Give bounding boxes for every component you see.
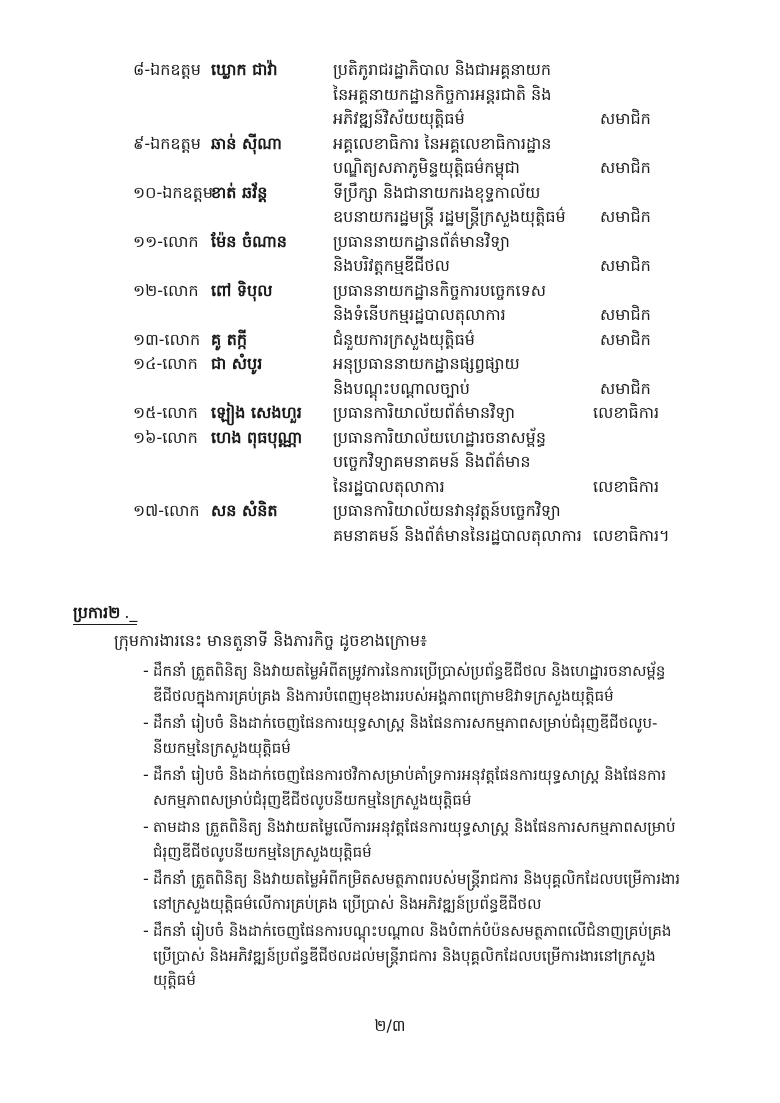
member-status: សមាជិក (600, 378, 651, 398)
member-status: សមាជិក (600, 256, 651, 275)
member-line (0, 328, 780, 353)
member-number: ១៥-លោក (133, 403, 198, 422)
member-status: សមាជិក (600, 329, 651, 349)
section-heading-text: ប្រការ២ (73, 603, 121, 622)
duty-text: ឌីជីថលក្នុងការគ្រប់គ្រង និងការបំពេញមុខងាររបស់អង្គភាពក្រោមឱវាទក្រសួងយុត្តិធម៌ (153, 686, 614, 705)
member-line (0, 352, 780, 377)
duty-line (0, 944, 780, 969)
bullet-dash: - (143, 661, 149, 680)
member-name: ឆាន់ ស៊ីណា (211, 133, 282, 153)
page-number: ២/៣ (374, 1016, 406, 1035)
member-entry (0, 426, 780, 500)
member-line (0, 426, 780, 451)
member-status: សមាជិក (600, 305, 651, 324)
member-entry (0, 499, 780, 548)
member-line (0, 107, 780, 132)
duty-text: យុត្តិធម៌ (153, 971, 196, 989)
duty-text: តាមដាន ត្រួតពិនិត្យ និងវាយតម្លៃលើការអនុវត្តផែនការយុទ្ធសាស្ត្រ និងផែនការសកម្មភាពសម្រាប់ (153, 818, 676, 836)
member-number: ១១-លោក (133, 231, 199, 251)
member-line (0, 205, 780, 230)
member-line (0, 401, 780, 426)
section-heading-suffix: ._ (124, 603, 138, 622)
member-number: ១០-ឯកឧត្តម (133, 182, 213, 202)
member-number: ៨-ឯកឧត្តម (133, 60, 201, 79)
duty-line (0, 763, 780, 788)
duty-line (0, 659, 780, 684)
section-heading (73, 601, 137, 625)
member-entry (0, 279, 780, 328)
member-role: ប្រធានការិយាល័យព័ត៌មានវិទ្យា (333, 403, 515, 422)
member-name: គូ តក្កី (211, 329, 248, 349)
duty-line (0, 736, 780, 761)
member-entry (0, 181, 780, 230)
member-role: ជំនួយការក្រសួងយុត្តិធម៌ (333, 329, 475, 349)
duty-text: នៅក្រសួងយុត្តិធម៌លើការគ្រប់គ្រង ប្រើប្រាស់ និងអភិវឌ្ឍន៍ប្រព័ន្ធឌីជីថល (153, 894, 542, 913)
member-line (0, 83, 780, 108)
bullet-dash: - (143, 713, 149, 732)
duty-text: ដឹកនាំ ត្រួតពិនិត្យ និងវាយតម្លៃអំពីកម្រិតសមត្ថភាពរបស់មន្ត្រីរាជការ និងបុគ្គលិកដែលបម្រើការងារ (153, 870, 680, 888)
duty-item (0, 919, 780, 993)
member-status: លេខាធិការ (593, 476, 660, 496)
duty-item (0, 867, 780, 916)
member-line (0, 254, 780, 279)
member-entry (0, 132, 780, 181)
member-role: និងបណ្តុះបណ្តាលច្បាប់ (333, 378, 470, 398)
member-name: ហេង ពុធបុណ្ណា (211, 427, 303, 447)
member-line (0, 58, 780, 83)
member-status: លេខាធិការ (593, 403, 660, 422)
duty-list (0, 659, 780, 996)
duty-text: ជំរុញឌីជីថលូបនីយកម្មនៃក្រសួងយុត្តិធម៌ (153, 842, 372, 861)
member-line (0, 132, 780, 157)
duty-text: ដឹកនាំ រៀបចំ និងដាក់ចេញផែនការបណ្តុះបណ្តាល និងបំពាក់បំប៉នសមត្ថភាពលើជំនាញគ្រប់គ្រង (153, 922, 672, 940)
duty-line (0, 788, 780, 813)
member-line (0, 475, 780, 500)
member-status: សមាជិក (600, 207, 651, 226)
duty-text: សកម្មភាពសម្រាប់ជំរុញឌីជីថលូបនីយកម្មនៃក្រសួងយុត្តិធម៌ (153, 790, 472, 809)
member-role: ប្រធាននាយកដ្ឋានព័ត៌មានវិទ្យា (333, 231, 510, 251)
member-line (0, 450, 780, 475)
member-list (0, 58, 780, 548)
member-line (0, 524, 780, 549)
member-role: អនុប្រធាននាយកដ្ឋានផ្សព្វផ្សាយ (333, 354, 520, 373)
member-role: ទីប្រឹក្សា និងជានាយករងខុទ្ទកាល័យ (333, 182, 541, 202)
duty-text: ដឹកនាំ រៀបចំ និងដាក់ចេញផែនការយុទ្ធសាស្ត្រ និងផែនការសកម្មភាពសម្រាប់ជំរុញឌីជីថលូប- (153, 714, 658, 732)
member-role: គមនាគមន៍ និងព័ត៌មាននៃរដ្ឋបាលតុលាការ (333, 525, 582, 545)
duty-text: ប្រើប្រាស់ និងអភិវឌ្ឍន៍ប្រព័ន្ធឌីជីថលដល់មន្ត្រីរាជការ និងបុគ្គលិកដែលបម្រើការងារនៅក្រសួង (153, 946, 656, 965)
member-line (0, 156, 780, 181)
member-role: ឧបនាយករដ្ឋមន្ត្រី រដ្ឋមន្ត្រីក្រសួងយុត្តិធម៌ (333, 207, 566, 226)
member-status: សមាជិក (600, 109, 651, 128)
member-number: ១២-លោក (133, 280, 199, 300)
duty-line (0, 867, 780, 892)
member-number: ៩-ឯកឧត្តម (133, 133, 201, 153)
duty-text: ដឹកនាំ ត្រួតពិនិត្យ និងវាយតម្លៃអំពីតម្រូវការនៃការប្រើប្រាស់ប្រព័ន្ធឌីជីថល និងហេដ្ឋារចនាសម្ព័ន្ធ (153, 662, 666, 680)
member-line (0, 181, 780, 206)
member-role: បច្ចេកវិទ្យាគមនាគមន៍ និងព័ត៌មាន (333, 452, 531, 471)
member-status: លេខាធិការ។ (593, 525, 670, 545)
member-entry (0, 401, 780, 426)
member-line (0, 230, 780, 255)
member-role: នៃអគ្គនាយកដ្ឋានកិច្ចការអន្តរជាតិ និង (333, 84, 552, 104)
member-number: ១៤-លោក (133, 354, 198, 373)
duty-text: ដឹកនាំ រៀបចំ និងដាក់ចេញផែនការថវិកាសម្រាប់គាំទ្រការអនុវត្តផែនការយុទ្ធសាស្ត្រ និងផែនការ (153, 766, 667, 784)
member-name: ខាត់ ឆវ័ន្ត (211, 182, 268, 202)
member-number: ១៣-លោក (133, 329, 201, 349)
member-name: ពៅ ទិបុល (211, 280, 273, 300)
duty-line (0, 840, 780, 865)
member-number: ១៦-លោក (133, 427, 198, 447)
member-role: ប្រធាននាយកដ្ឋានកិច្ចការបច្ចេកទេស (333, 280, 546, 300)
member-entry (0, 58, 780, 132)
bullet-dash: - (143, 765, 149, 784)
bullet-dash: - (143, 869, 149, 888)
duty-line (0, 968, 780, 993)
member-role: និងទំនើបកម្មរដ្ឋបាលតុលាការ (333, 305, 506, 324)
member-line (0, 499, 780, 524)
member-role: ប្រធានការិយាល័យនវានុវត្តន៍បច្ចេកវិទ្យា (333, 501, 561, 520)
member-name: ឃ្លោក ជាវ៉ា (211, 60, 278, 79)
member-role: នៃរដ្ឋបាលតុលាការ (333, 476, 445, 496)
member-role: និងបរិវត្តកម្មឌីជីថល (333, 256, 450, 275)
member-role: អគ្គលេខាធិការ នៃអគ្គលេខាធិការដ្ឋាន (333, 133, 552, 153)
member-entry (0, 352, 780, 401)
duty-item (0, 763, 780, 812)
member-line (0, 377, 780, 402)
duty-line (0, 684, 780, 709)
member-status: សមាជិក (600, 158, 651, 177)
duty-line (0, 711, 780, 736)
member-entry (0, 230, 780, 279)
member-line (0, 303, 780, 328)
member-entry (0, 328, 780, 353)
duty-text: នីយកម្មនៃក្រសួងយុត្តិធម៌ (153, 738, 291, 757)
member-role: ប្រធានការិយាល័យហេដ្ឋារចនាសម្ព័ន្ធ (333, 427, 546, 447)
duty-line (0, 892, 780, 917)
member-name: ឡៀង សេងហួរ (211, 403, 302, 422)
member-role: បណ្ឌិត្យសភាភូមិន្ទយុត្តិធម៌កម្ពុជា (333, 158, 520, 177)
member-name: ម៉ែន ចំណាន (211, 231, 287, 251)
heading-underline (73, 624, 137, 625)
duty-line (0, 919, 780, 944)
duty-line (0, 815, 780, 840)
bullet-dash: - (143, 921, 149, 940)
member-number: ១៧-លោក (133, 501, 200, 520)
duty-item (0, 711, 780, 760)
duty-item (0, 815, 780, 864)
member-role: ប្រតិភូរាជរដ្ឋាភិបាល និងជាអគ្គនាយក (333, 60, 552, 79)
duty-item (0, 659, 780, 708)
member-role: អភិវឌ្ឍន៍វិស័យយុត្តិធម៌ (333, 109, 465, 128)
member-line (0, 279, 780, 304)
section-intro: ក្រុមការងារនេះ មានតួនាទី និងភារកិច្ច ដូចខាងក្រោម៖ (114, 631, 428, 650)
bullet-dash: - (143, 817, 149, 836)
member-name: ជា សំបូរ (211, 354, 263, 373)
member-name: សន សំនិត (211, 501, 278, 520)
